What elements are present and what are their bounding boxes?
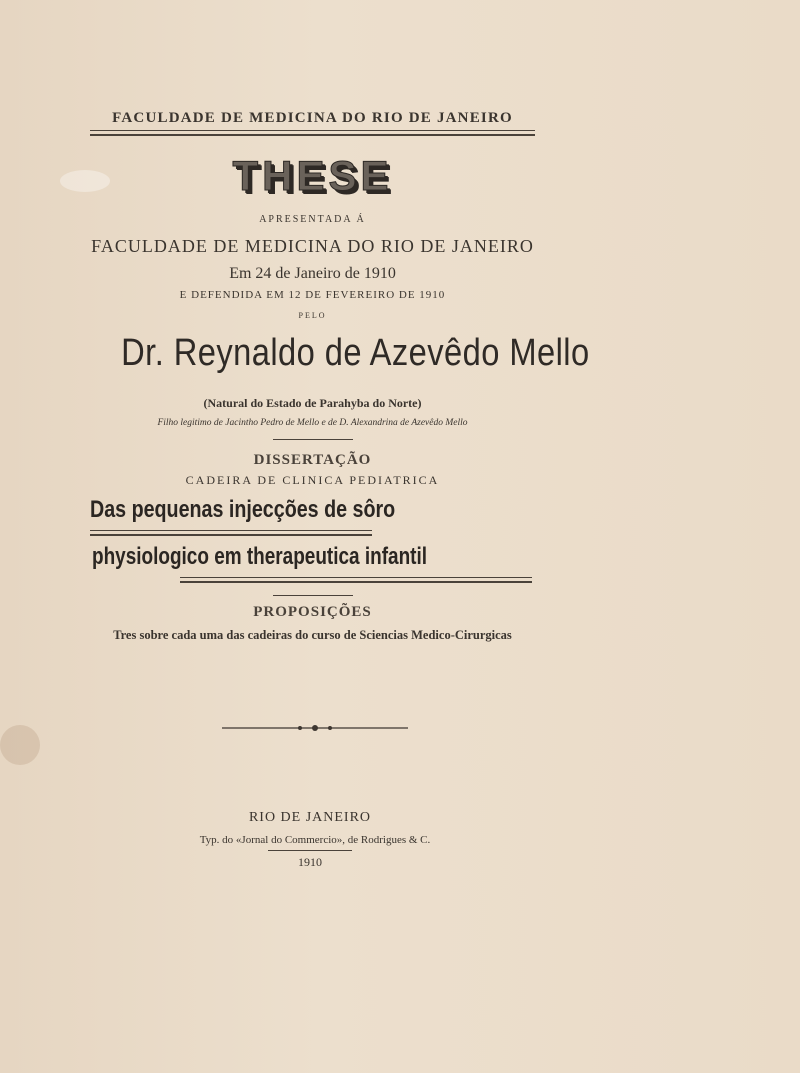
dissertation-heading: DISSERTAÇÃO (253, 452, 372, 468)
apresentada-text: APRESENTADA Á (259, 214, 366, 225)
propositions-text: Tres sobre cada uma das cadeiras do curso de Sciencias Medico-Cirurgicas (113, 628, 512, 642)
these-title: THESE (232, 152, 393, 199)
dissertation-chair: CADEIRA DE CLINICA PEDIATRICA (185, 473, 440, 487)
presentation-date: Em 24 de Janeiro de 1910 (229, 265, 396, 282)
propositions-block (90, 0, 590, 700)
faculty-header: FACULDADE DE MEDICINA DO RIO DE JANEIRO (112, 110, 513, 126)
pelo-text: PELO (298, 311, 327, 320)
defense-date: E DEFENDIDA EM 12 DE FEVEREIRO DE 1910 (179, 289, 446, 301)
subject-line-1: Das pequenas injecções de sôro (90, 496, 396, 523)
divider-short (273, 595, 353, 596)
author-name: Dr. Reynaldo de Azevêdo Mello (121, 332, 590, 374)
propositions-heading: PROPOSIÇÕES (253, 604, 372, 620)
faculty-name: FACULDADE DE MEDICINA DO RIO DE JANEIRO (91, 236, 534, 256)
imprint-rule (268, 850, 352, 851)
imprint-year: 1910 (298, 855, 322, 869)
subject-line-2: physiologico em therapeutica infantil (92, 543, 428, 570)
imprint-printer: Typ. do «Jornal do Commercio», de Rodrigues & C. (199, 834, 431, 846)
imprint-city: RIO DE JANEIRO (248, 810, 372, 825)
ornament-divider (222, 723, 408, 733)
paper-stain (0, 725, 40, 765)
author-origin: (Natural do Estado de Parahyba do Norte) (203, 396, 422, 410)
author-parents: Filho legitimo de Jacintho Pedro de Mello e de D. Alexandrina de Azevêdo Mello (157, 418, 468, 428)
